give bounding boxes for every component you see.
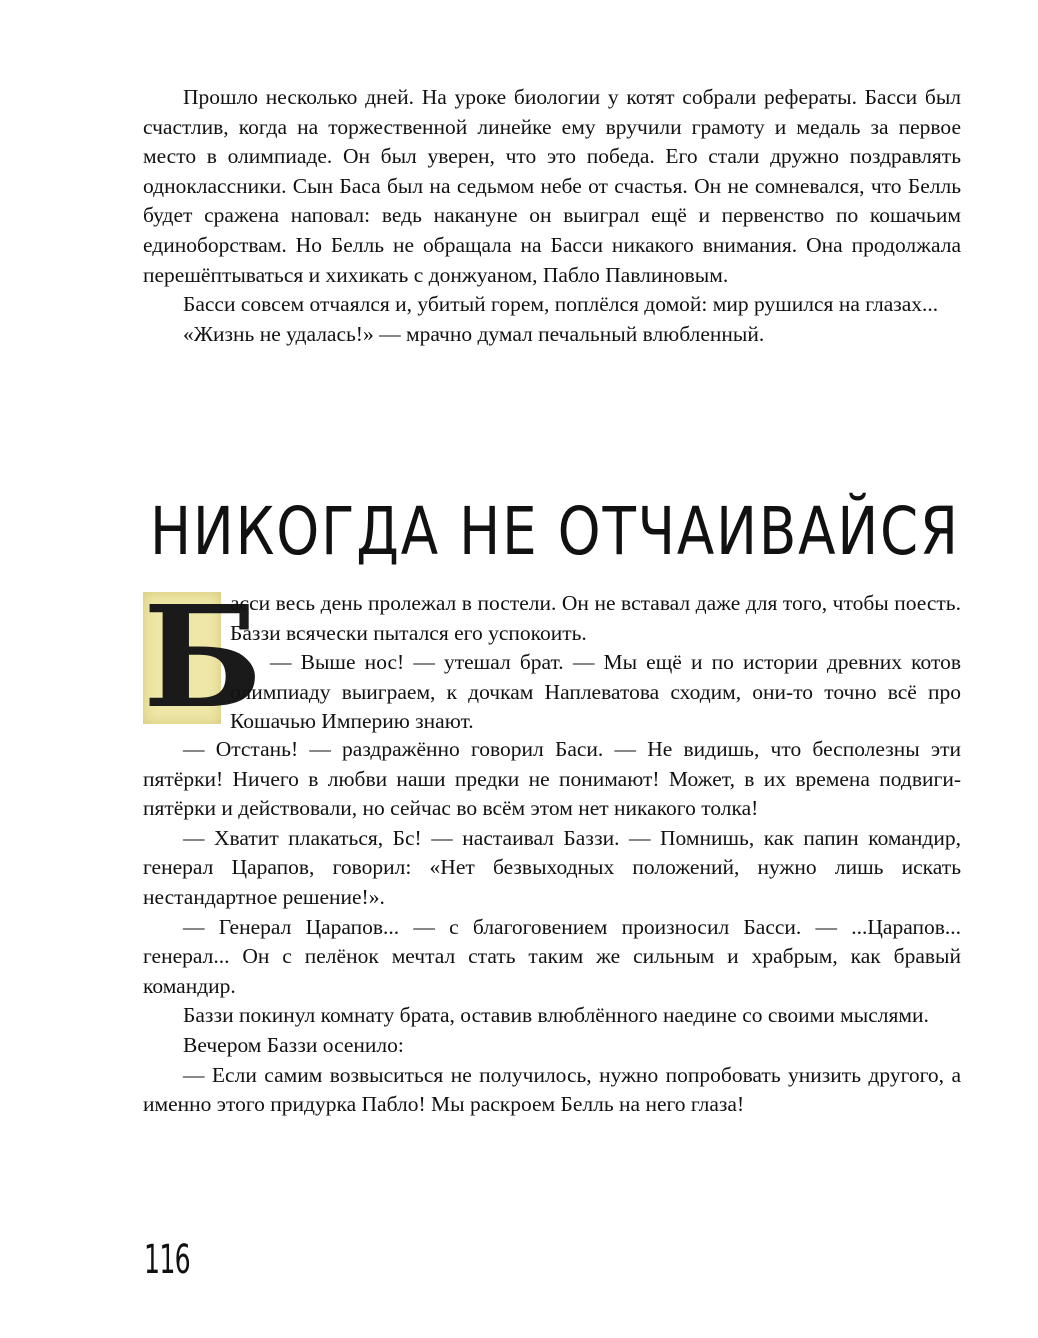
paragraph: — Хватит плакаться, Бс! — настаивал Баззи. — Помнишь, как папин командир, генерал Царапов, говорил: «Нет безвыходных положений, нужно лишь искать нестандартное решение!».: [143, 825, 961, 909]
paragraph: Прошло несколько дней. На уроке биологии у котят собрали рефераты. Басси был счастлив, когда на торжественной линейке ему вручили грамоту и медаль за первое место в олимпиаде. Он был уверен, что это победа. Его стали дружно поздравлять одноклассники. Сын Баса был на седьмом небе от счастья. Он не сомневался, что Белль будет сражена наповал: ведь накануне он выиграл ещё и первенство по кошачьим единоборствам. Но Белль не обращала на Басси никакого внимания. Она продолжала перешёптываться и хихикать с донжуаном, Пабло Павлиновым.: [143, 85, 961, 287]
paragraph: Баззи покинул комнату брата, оставив влюблённого наедине со своими мыслями.: [183, 1003, 929, 1028]
drop-cap-letter: Б: [143, 576, 263, 740]
paragraph: Басси совсем отчаялся и, убитый горем, поплёлся домой: мир рушился на глазах...: [183, 292, 939, 317]
chapter-text: [143, 735, 961, 1120]
paragraph: асси весь день пролежал в постели. Он не вставал даже для того, чтобы поесть. Баззи всячески пытался его успокоить.: [230, 591, 961, 645]
page-number: 116: [144, 1237, 190, 1283]
drop-cap: [143, 576, 263, 740]
paragraph: — Отстань! — раздражённо говорил Баси. — Не видишь, что бесполезны эти пятёрки! Ничего в любви наши предки не понимают! Может, в их времена подвиги-пятёрки и действовали, но сейчас во всём этом нет никакого толка!: [143, 737, 961, 821]
chapter-opening: [230, 589, 961, 737]
chapter-title: НИКОГДА НЕ ОТЧАИВАЙСЯ: [150, 493, 960, 570]
paragraph: Вечером Баззи осенило:: [183, 1032, 404, 1057]
paragraph: — Если самим возвыситься не получилось, нужно попробовать унизить другого, а именно этого придурка Пабло! Мы раскроем Белль на него глаза!: [143, 1062, 961, 1117]
paragraph: «Жизнь не удалась!» — мрачно думал печальный влюбленный.: [183, 321, 765, 346]
paragraph: — Выше нос! — утешал брат. — Мы ещё и по истории древних котов олимпиаду выиграем, к дочкам Наплеватова сходим, они-то точно всё про Кошачью Империю знают.: [230, 650, 961, 734]
paragraph: — Генерал Царапов... — с благоговением произносил Басси. — ...Царапов... генерал... Он с пелёнок мечтал стать таким же сильным и храбрым, как бравый командир.: [143, 914, 961, 998]
intro-text: [143, 83, 961, 349]
